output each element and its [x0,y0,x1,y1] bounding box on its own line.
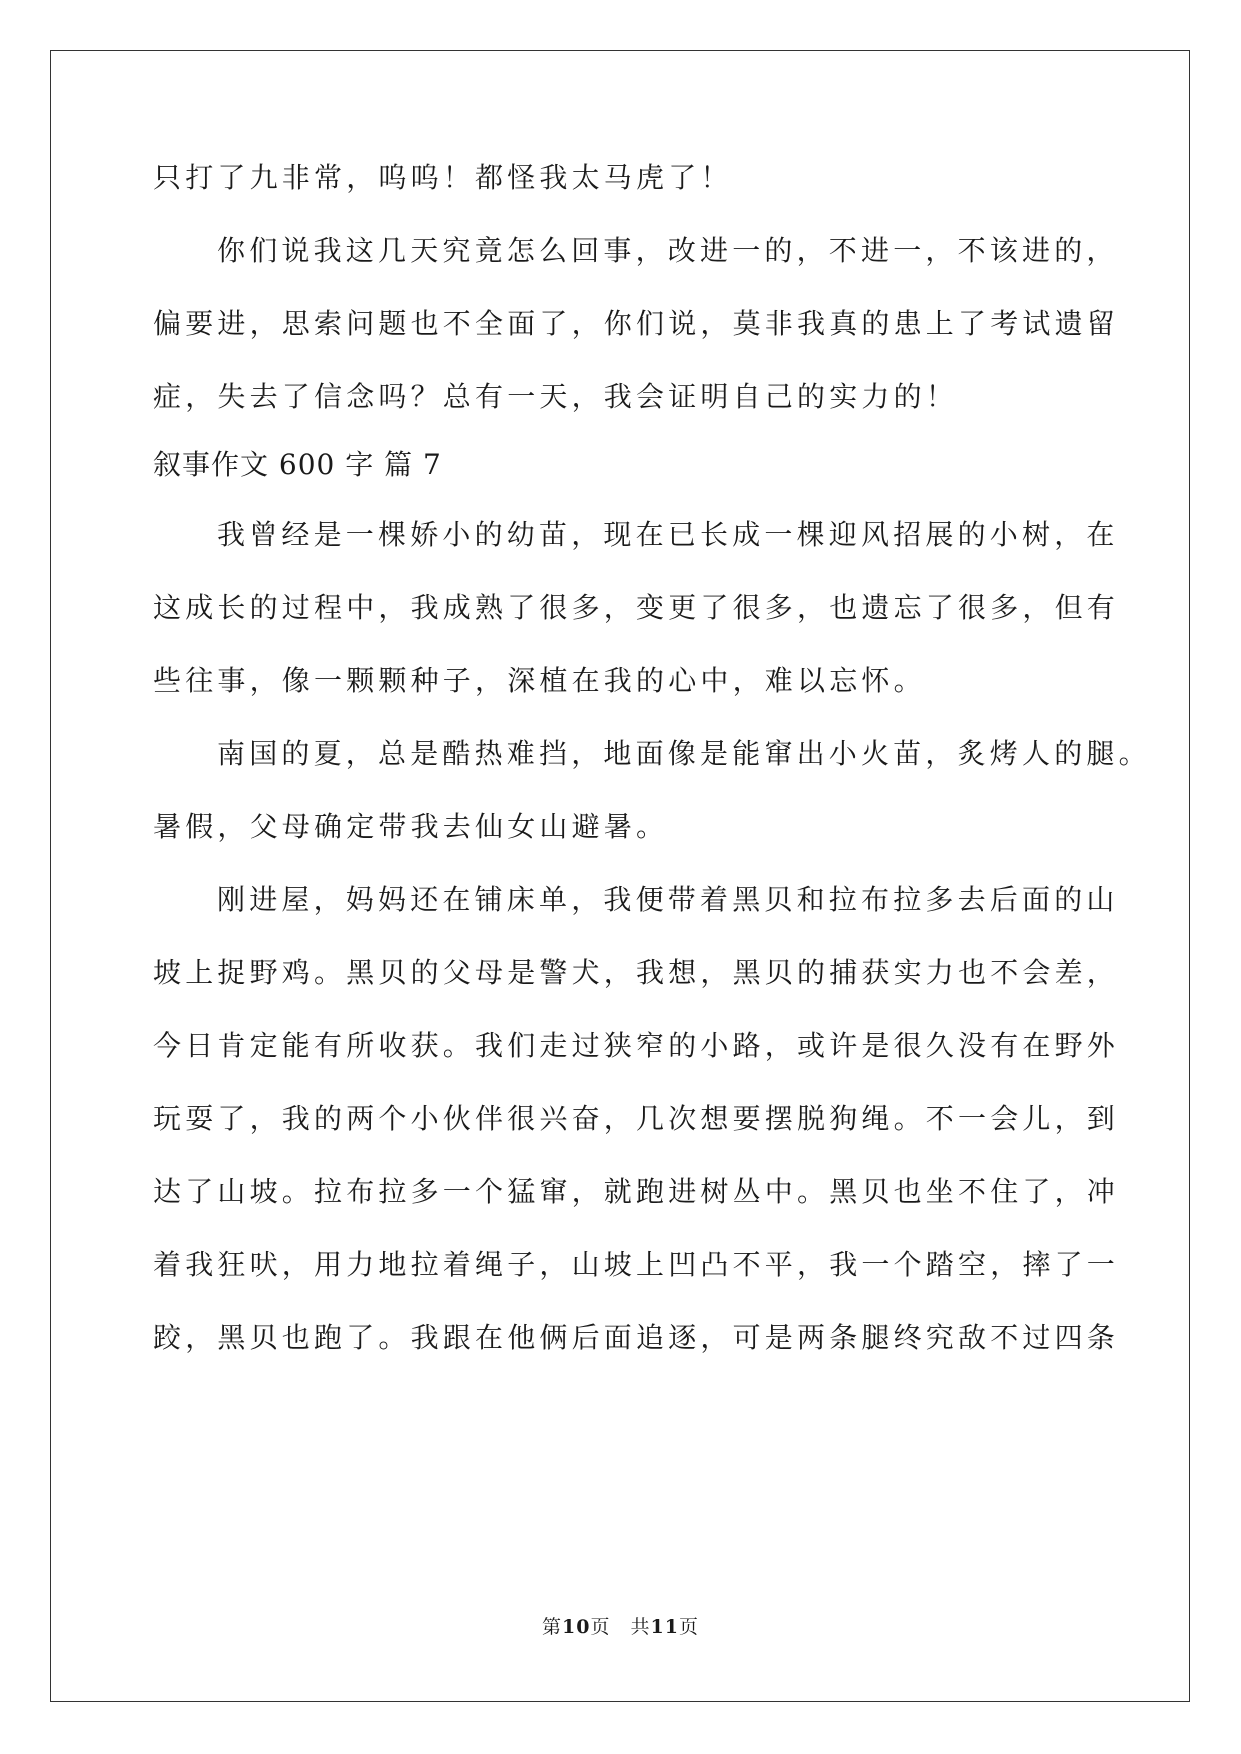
paragraph-line: 这成长的过程中，我成熟了很多，变更了很多，也遗忘了很多，但有 [153,591,1120,624]
paragraph-line: 刚进屋，妈妈还在铺床单，我便带着黑贝和拉布拉多去后面的山 [217,883,1119,916]
paragraph-line: 着我狂吠，用力地拉着绳子，山坡上凹凸不平，我一个踏空，摔了一 [153,1248,1120,1281]
current-page-number: 10 [562,1616,591,1638]
paragraph-line: 暑假，父母确定带我去仙女山避暑。 [153,810,669,843]
footer-prefix: 第 [542,1616,563,1638]
total-page-number: 11 [650,1616,679,1638]
section-heading: 叙事作文 600 字 篇 7 [153,448,442,481]
footer-suffix: 页 [678,1616,699,1638]
paragraph-line: 达了山坡。拉布拉多一个猛窜，就跑进树丛中。黑贝也坐不住了，冲 [153,1175,1120,1208]
page-footer [0,1612,1241,1639]
paragraph-line: 南国的夏，总是酷热难挡，地面像是能窜出小火苗，炙烤人的腿。 [217,737,1151,770]
footer-middle: 页 共 [590,1616,651,1638]
paragraph-line: 玩耍了，我的两个小伙伴很兴奋，几次想要摆脱狗绳。不一会儿，到 [153,1102,1120,1135]
paragraph-line: 偏要进，思索问题也不全面了，你们说，莫非我真的患上了考试遗留 [153,307,1120,340]
paragraph-line: 坡上捉野鸡。黑贝的父母是警犬，我想，黑贝的捕获实力也不会差， [153,956,1120,989]
paragraph-line: 我曾经是一棵娇小的幼苗，现在已长成一棵迎风招展的小树，在 [217,518,1119,551]
paragraph-line: 跤，黑贝也跑了。我跟在他俩后面追逐，可是两条腿终究敌不过四条 [153,1321,1120,1354]
paragraph-line: 只打了九非常，呜呜！都怪我太马虎了！ [153,161,733,194]
paragraph-line: 症，失去了信念吗？总有一天，我会证明自己的实力的！ [153,380,959,413]
paragraph-line: 些往事，像一颗颗种子，深植在我的心中，难以忘怀。 [153,664,926,697]
paragraph-line: 今日肯定能有所收获。我们走过狭窄的小路，或许是很久没有在野外 [153,1029,1120,1062]
page-border [50,50,1190,1702]
paragraph-line: 你们说我这几天究竟怎么回事，改进一的，不进一，不该进的， [217,234,1119,267]
